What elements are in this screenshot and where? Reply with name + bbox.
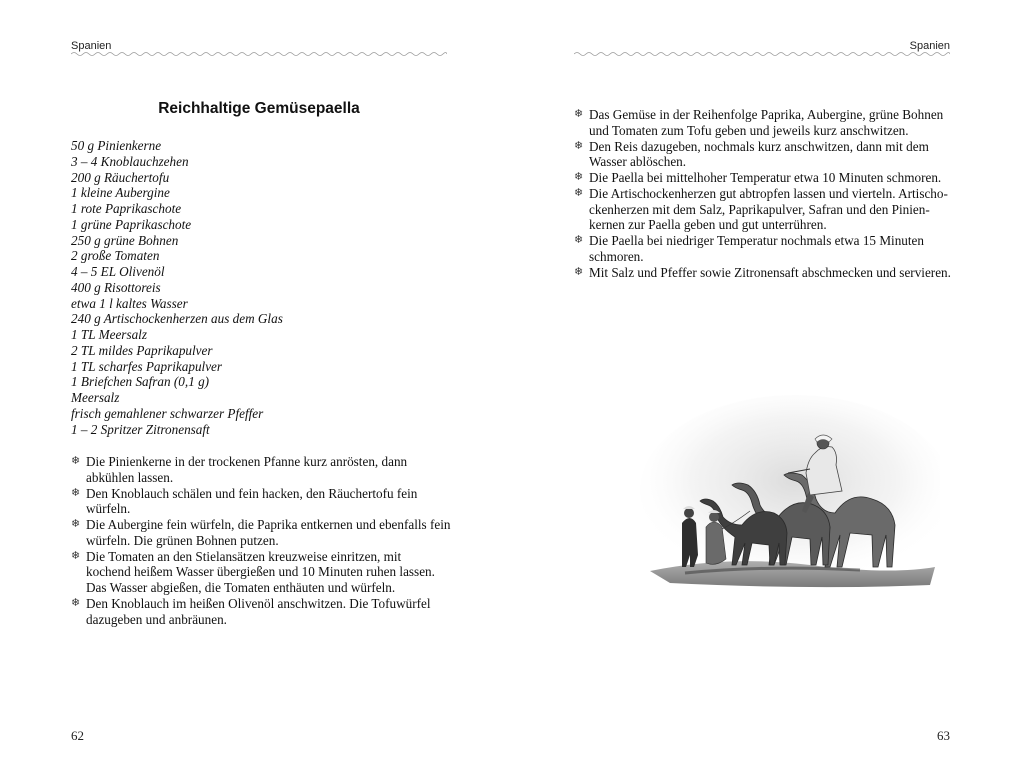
snowflake-bullet-icon: ❄	[574, 171, 584, 183]
camel-caravan-illustration	[610, 395, 940, 595]
snowflake-bullet-icon: ❄	[574, 234, 584, 246]
instruction-step	[574, 233, 954, 265]
running-head: Spanien	[909, 40, 950, 52]
step-line: Den Knoblauch schälen und fein hacken, den Räuchertofu fein	[86, 485, 418, 501]
snowflake-bullet-icon: ❄	[71, 455, 81, 467]
recipe-title: Reichhaltige Gemüsepaella	[158, 100, 360, 117]
step-line: abkühlen lassen.	[86, 469, 174, 485]
step-line: kernen zur Paella geben und gut unterrühren.	[589, 217, 827, 233]
ingredient-item: 250 g grüne Bohnen	[71, 232, 179, 248]
ingredient-item: 200 g Räuchertofu	[71, 169, 170, 185]
step-line: Das Gemüse in der Reihenfolge Paprika, Aubergine, grüne Bohnen	[589, 107, 944, 122]
page-number: 62	[71, 728, 84, 743]
ingredient-item: 2 TL mildes Paprikapulver	[71, 342, 213, 358]
ingredient-item: 1 Briefchen Safran (0,1 g)	[71, 374, 210, 390]
ingredient-item: 1 grüne Paprikaschote	[71, 216, 192, 232]
instruction-step	[71, 596, 451, 628]
instruction-step	[574, 186, 954, 233]
ingredient-item: 50 g Pinienkerne	[71, 138, 162, 153]
step-line: Wasser ablöschen.	[589, 154, 687, 170]
ingredient-item: 1 – 2 Spritzer Zitronensaft	[71, 421, 210, 437]
instruction-step	[71, 486, 451, 518]
wavy-rule	[71, 51, 447, 57]
step-line: Mit Salz und Pfeffer sowie Zitronensaft abschmecken und servieren.	[589, 264, 951, 280]
snowflake-bullet-icon: ❄	[71, 549, 81, 562]
ingredient-item: 1 TL scharfes Paprikapulver	[71, 358, 223, 374]
ingredient-item: 400 g Risottoreis	[71, 279, 161, 295]
step-line: Das Wasser abgießen, die Tomaten enthäuten und würfeln.	[86, 580, 396, 595]
step-line: Den Reis dazugeben, nochmals kurz anschwitzen, dann mit dem	[589, 138, 929, 154]
snowflake-bullet-icon: ❄	[574, 108, 584, 120]
instruction-list	[574, 107, 954, 280]
page-number: 63	[937, 728, 950, 743]
step-line: Die Aubergine fein würfeln, die Paprika entkernen und ebenfalls fein	[86, 517, 451, 532]
snowflake-bullet-icon: ❄	[574, 139, 584, 152]
step-line: würfeln.	[86, 501, 131, 517]
instruction-step	[574, 170, 954, 186]
step-line: Die Pinienkerne in der trockenen Pfanne kurz anrösten, dann	[86, 454, 408, 469]
ingredient-item: 1 rote Paprikaschote	[71, 201, 182, 216]
snowflake-bullet-icon: ❄	[574, 186, 584, 199]
ingredient-item: 4 – 5 EL Olivenöl	[71, 264, 165, 279]
ingredient-item: etwa 1 l kaltes Wasser	[71, 295, 188, 311]
snowflake-bullet-icon: ❄	[71, 486, 81, 499]
step-line: Die Tomaten an den Stielansätzen kreuzweise einritzen, mit	[86, 548, 402, 564]
running-head: Spanien	[71, 40, 112, 52]
ingredient-item: 3 – 4 Knoblauchzehen	[71, 153, 189, 169]
ingredient-item: frisch gemahlener schwarzer Pfeffer	[71, 405, 264, 421]
instruction-step	[71, 517, 451, 549]
step-line: Die Artischockenherzen gut abtropfen lassen und vierteln. Artischo-	[589, 185, 948, 201]
instruction-step	[574, 265, 954, 281]
instruction-step	[71, 454, 451, 486]
step-line: dazugeben und anbräunen.	[86, 611, 227, 627]
step-line: ckenherzen mit dem Salz, Paprikapulver, Safran und den Pinien-	[589, 201, 930, 217]
instruction-step	[574, 139, 954, 171]
instruction-list	[71, 454, 451, 627]
wavy-rule	[574, 51, 950, 57]
ingredient-list	[71, 138, 451, 437]
ingredient-item: 240 g Artischockenherzen aus dem Glas	[71, 311, 283, 327]
step-line: und Tomaten zum Tofu geben und jeweils kurz anschwitzen.	[589, 122, 909, 138]
step-line: kochend heißem Wasser übergießen und 10 Minuten ruhen lassen.	[86, 564, 435, 580]
right-page	[510, 0, 1020, 782]
snowflake-bullet-icon: ❄	[71, 596, 81, 609]
step-line: schmoren.	[589, 248, 644, 264]
step-line: Den Knoblauch im heißen Olivenöl anschwitzen. Die Tofuwürfel	[86, 595, 431, 611]
ingredient-item: 2 große Tomaten	[71, 248, 160, 264]
ingredient-item: Meersalz	[71, 390, 120, 405]
ingredient-item: 1 kleine Aubergine	[71, 185, 170, 201]
step-line: Die Paella bei mittelhoher Temperatur etwa 10 Minuten schmoren.	[589, 170, 942, 185]
instruction-step	[71, 549, 451, 596]
instruction-step	[574, 107, 954, 139]
snowflake-bullet-icon: ❄	[574, 265, 584, 278]
snowflake-bullet-icon: ❄	[71, 518, 81, 530]
step-line: Die Paella bei niedriger Temperatur nochmals etwa 15 Minuten	[589, 233, 925, 248]
step-line: würfeln. Die grünen Bohnen putzen.	[86, 532, 279, 548]
ingredient-item: 1 TL Meersalz	[71, 327, 147, 342]
